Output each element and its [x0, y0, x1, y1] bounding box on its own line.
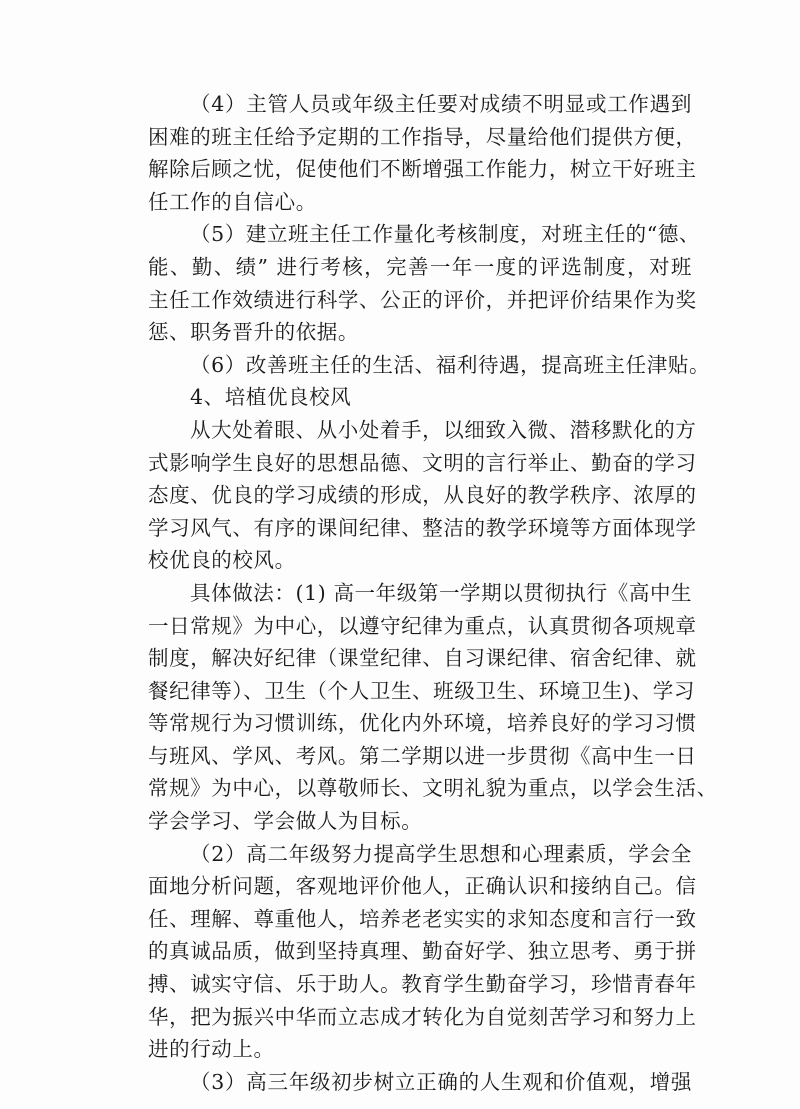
paragraph-p4	[148, 88, 697, 218]
paragraph-p-intro	[148, 414, 697, 577]
text-line: 华，把为振兴中华而立志成才转化为自觉刻苦学习和努力上	[148, 1004, 697, 1029]
document-body	[148, 88, 718, 1098]
text-line: 校优良的校风。	[148, 548, 296, 573]
text-line: 解除后顾之忧，促使他们不断增强工作能力，树立干好班主	[148, 157, 697, 182]
text-line: 等常规行为习惯训练，优化内外环境，培养良好的学习习惯	[148, 711, 697, 736]
text-line: 一日常规》为中心，以遵守纪律为重点，认真贯彻各项规章	[148, 613, 697, 638]
text-line: 的真诚品质，做到坚持真理、勤奋好学、独立思考、勇于拼	[148, 939, 697, 964]
text-line: 学习风气、有序的课间纪律、整洁的教学环境等方面体现学	[148, 515, 697, 540]
text-line: 从大处着眼、从小处着手，以细致入微、潜移默化的方	[190, 417, 697, 442]
text-line: 主任工作效绩进行科学、公正的评价，并把评价结果作为奖	[148, 287, 697, 312]
paragraph-p-method1	[148, 577, 718, 838]
text-line: 面地分析问题，客观地评价他人，正确认识和接纳自己。信	[148, 874, 697, 899]
text-line: （6）改善班主任的生活、福利待遇，提高班主任津贴。	[190, 352, 711, 377]
paragraph-p5	[148, 218, 701, 348]
text-line: 学会学习、学会做人为目标。	[148, 809, 423, 834]
text-line: 困难的班主任给予定期的工作指导，尽量给他们提供方便，	[148, 124, 697, 149]
text-line: 惩、职务晋升的依据。	[148, 320, 359, 345]
text-line: 餐纪律等）、卫生（个人卫生、班级卫生、环境卫生)、学习	[148, 678, 695, 703]
text-line: 态度、优良的学习成绩的形成，从良好的教学秩序、浓厚的	[148, 483, 697, 508]
text-line: 式影响学生良好的思想品德、文明的言行举止、勤奋的学习	[148, 450, 697, 475]
text-line: 任、理解、尊重他人，培养老老实实的求知态度和言行一致	[148, 906, 697, 931]
paragraph-p6	[148, 349, 711, 382]
paragraph-p-method2	[148, 838, 697, 1066]
paragraph-heading4	[148, 381, 692, 414]
text-line: 常规》为中心，以尊敬师长、文明礼貌为重点，以学会生活、	[148, 776, 718, 801]
text-line: 制度，解决好纪律（课堂纪律、自习课纪律、宿舍纪律、就	[148, 646, 697, 671]
section-heading: 4、培植优良校风	[190, 385, 352, 410]
text-line: 进的行动上。	[148, 1037, 275, 1062]
paragraph-p-method3	[148, 1066, 692, 1099]
text-line: 能、勤、绩” 进行考核，完善一年一度的评选制度，对班	[148, 254, 692, 279]
text-line: （5）建立班主任工作量化考核制度，对班主任的“德、	[190, 222, 701, 247]
text-line: 具体做法：(1) 高一年级第一学期以贯彻执行《高中生	[190, 580, 693, 605]
text-line: （2）高二年级努力提高学生思想和心理素质，学会全	[190, 841, 692, 866]
text-line: （4）主管人员或年级主任要对成绩不明显或工作遇到	[190, 92, 692, 116]
text-line: 任工作的自信心。	[148, 189, 317, 214]
text-line: （3）高三年级初步树立正确的人生观和价值观，增强	[190, 1069, 692, 1094]
text-line: 与班风、学风、考风。第二学期以进一步贯彻《高中生一日	[148, 743, 697, 768]
text-line: 搏、诚实守信、乐于助人。教育学生勤奋学习，珍惜青春年	[148, 972, 697, 997]
